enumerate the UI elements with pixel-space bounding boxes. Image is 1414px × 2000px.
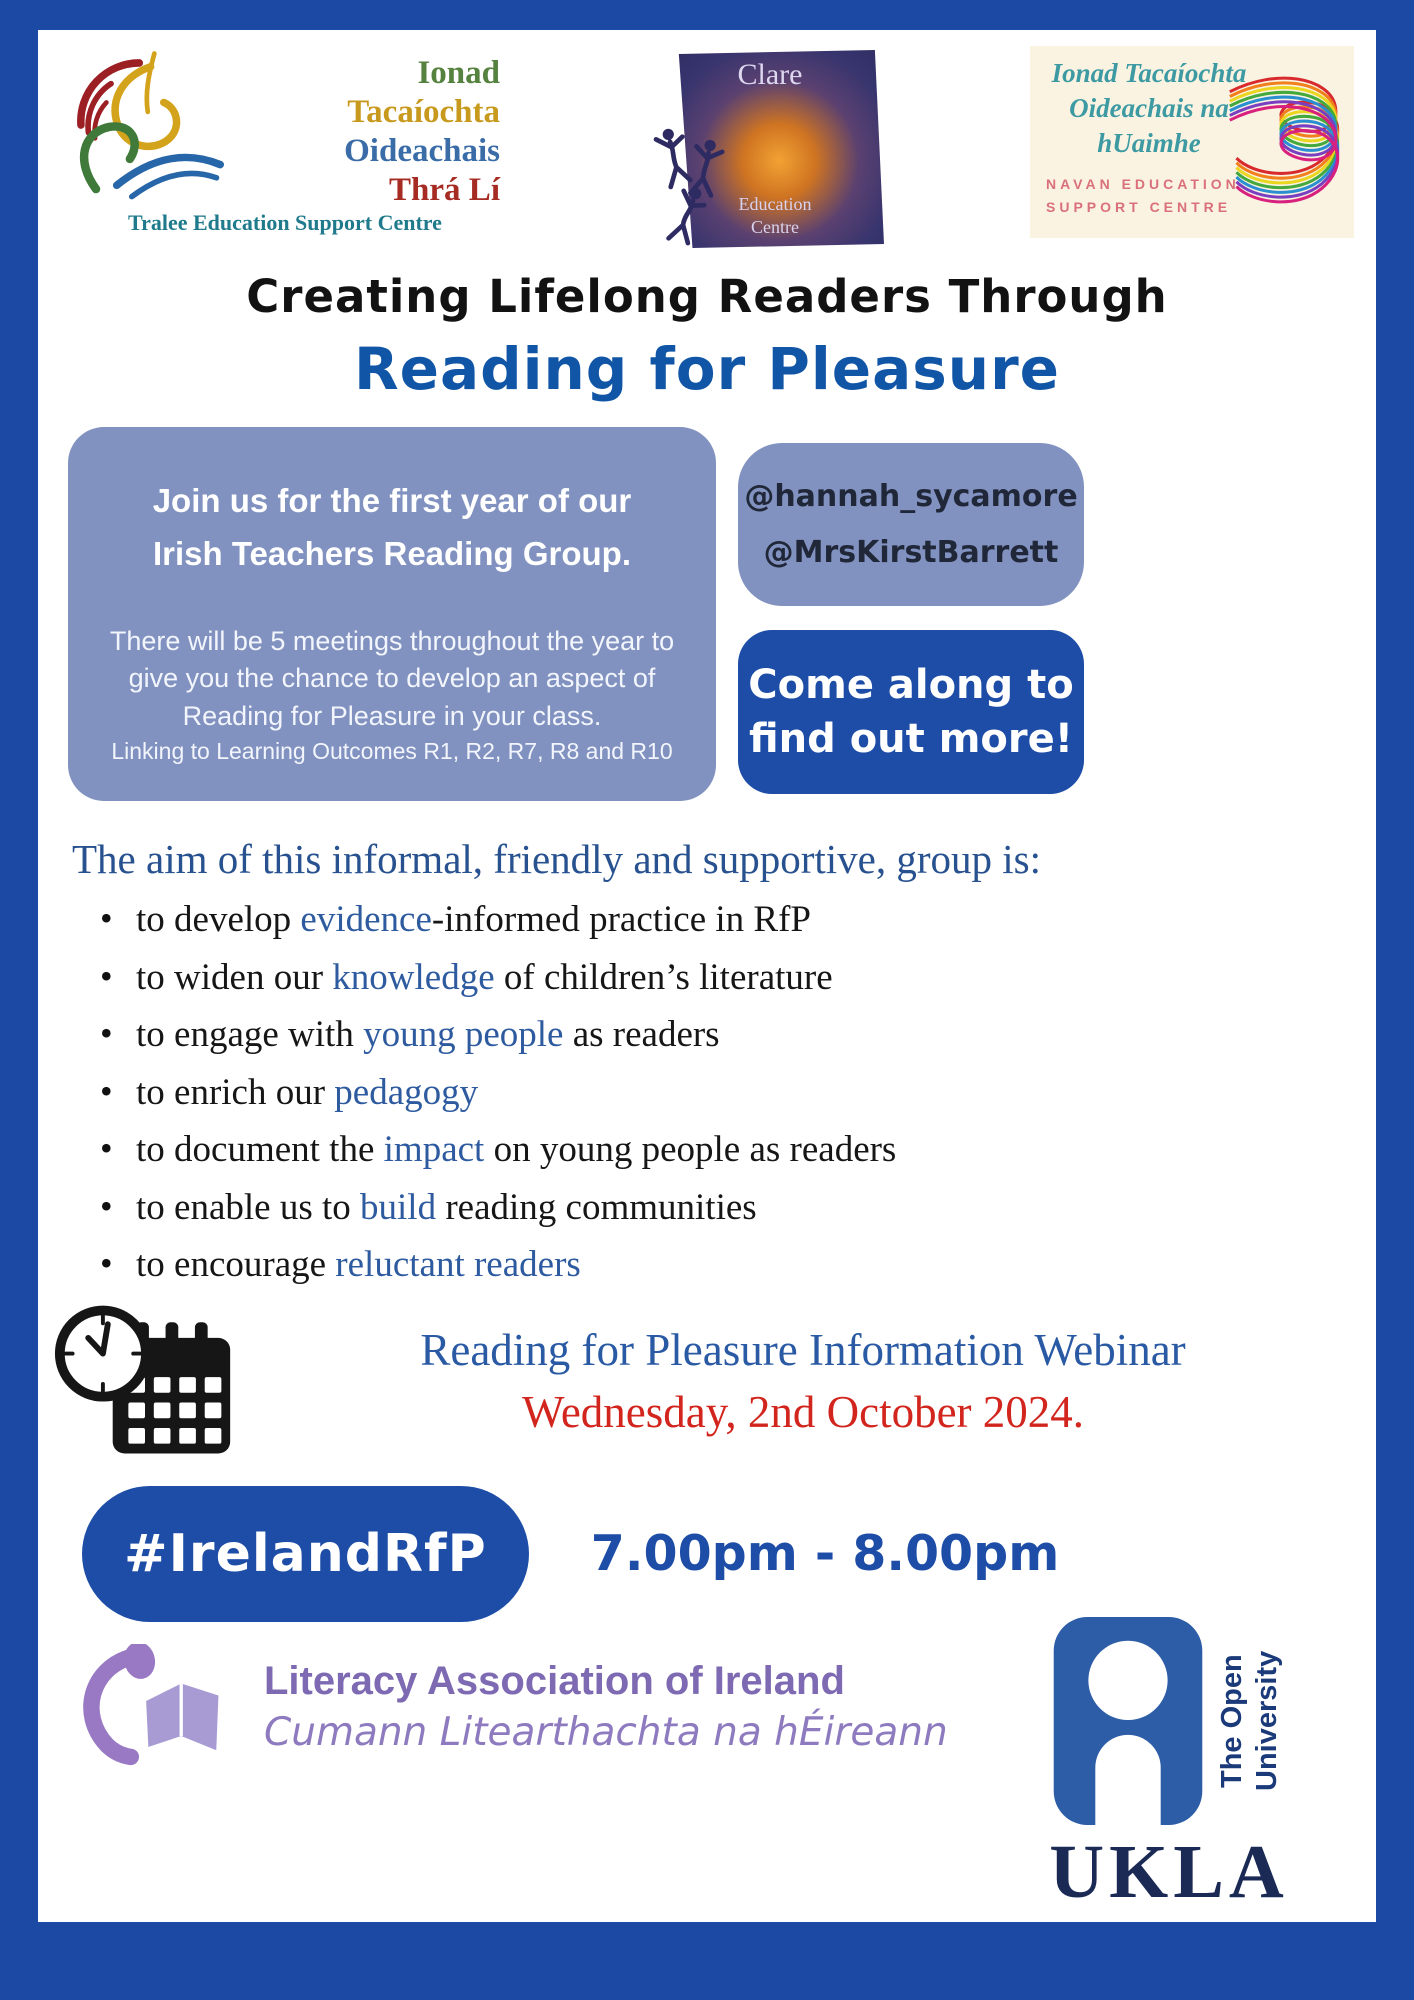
webinar-title: Reading for Pleasure Information Webinar — [420, 1324, 1186, 1375]
aims-highlight: knowledge — [332, 956, 495, 998]
swirl-logo-icon — [60, 46, 228, 206]
literacy-association-text — [264, 1659, 948, 1755]
rainbow-swirl-icon — [1226, 68, 1354, 216]
navan-education-support-centre-logo — [1030, 46, 1354, 238]
clare-logo-name: Clare — [737, 58, 803, 91]
aims-highlight: impact — [383, 1129, 485, 1171]
navan-irish-line1: Ionad Tacaíochta — [1051, 58, 1247, 88]
hashtag-badge: #IrelandRfP — [82, 1486, 529, 1622]
aims-highlight: evidence — [300, 898, 432, 940]
aims-highlight: reluctant readers — [335, 1244, 581, 1286]
list-item: • to encourage reluctant readers — [72, 1244, 1342, 1287]
come-along-line2: find out more! — [749, 716, 1073, 762]
join-us-body-line2: give you the chance to develop an aspect of — [128, 663, 656, 694]
join-us-box — [68, 427, 716, 801]
navan-caps-line1: NAVAN EDUCATION — [1046, 176, 1240, 193]
list-item: • to develop evidence-informed practice in RfP — [72, 899, 1342, 942]
aims-list — [72, 899, 1342, 1287]
social-handle-1: @hannah_sycamore — [744, 479, 1078, 514]
tralee-logo-subtitle: Tralee Education Support Centre — [128, 209, 442, 235]
logos-row — [38, 30, 1376, 254]
webinar-date: Wednesday, 2nd October 2024. — [521, 1386, 1085, 1437]
clare-logo-subtitle-line2: Centre — [751, 216, 799, 237]
poster-title-line1: Creating Lifelong Readers Through — [246, 270, 1168, 323]
clock-calendar-icon — [52, 1302, 238, 1460]
aims-section — [38, 835, 1376, 1287]
clare-logo-subtitle-line1: Education — [738, 194, 812, 214]
info-columns — [38, 427, 1376, 801]
join-us-heading-line1: Join us for the first year of our — [152, 482, 632, 519]
aims-heading: The aim of this informal, friendly and supportive, group is: — [72, 835, 1042, 882]
clare-education-centre-logo — [656, 50, 884, 248]
open-university-shield-icon — [1053, 1617, 1203, 1825]
tralee-logo-top — [60, 46, 510, 210]
list-item: • to enrich our pedagogy — [72, 1072, 1342, 1115]
open-university-logo — [1014, 1617, 1324, 1825]
tralee-word-thra-li: Thrá Lí — [389, 171, 500, 208]
reader-book-icon — [60, 1644, 252, 1770]
clare-logo-subtitle — [666, 193, 884, 238]
aims-highlight: pedagogy — [334, 1071, 479, 1113]
list-item: • to document the impact on young people as readers — [72, 1129, 1342, 1172]
come-along-box — [738, 630, 1084, 794]
open-university-wordmark-line1: The Open — [1216, 1654, 1249, 1788]
list-item: • to widen our knowledge of children’s literature — [72, 957, 1342, 1000]
navan-caps-line2: SUPPORT CENTRE — [1046, 198, 1232, 215]
open-university-wordmark-line2: University — [1251, 1650, 1283, 1792]
poster-title-line2: Reading for Pleasure — [353, 335, 1061, 403]
poster-page — [38, 30, 1376, 1922]
social-handles-box — [738, 443, 1084, 606]
navan-logo-irish-name — [1044, 56, 1254, 161]
join-us-heading-line2: Irish Teachers Reading Group. — [152, 534, 631, 572]
tralee-word-ionad: Ionad — [417, 55, 500, 91]
right-column — [738, 427, 1084, 794]
navan-irish-line3: hUaimhe — [1097, 128, 1201, 159]
navan-irish-line2: Oideachais na — [1069, 93, 1229, 124]
list-item: • to enable us to build reading communities — [72, 1187, 1342, 1230]
ukla-wordmark: UKLA — [1049, 1830, 1289, 1914]
tralee-word-tacaiochta: Tacaíochta — [347, 93, 500, 130]
partner-logos-block — [1014, 1617, 1324, 1916]
webinar-text — [238, 1324, 1368, 1438]
come-along-line1: Come along to — [748, 662, 1074, 708]
social-handle-2: @MrsKirstBarrett — [763, 534, 1059, 570]
webinar-section — [38, 1302, 1376, 1460]
literacy-association-name-en: Literacy Association of Ireland — [264, 1658, 845, 1703]
join-us-body — [84, 623, 700, 736]
tralee-education-support-centre-logo — [60, 46, 510, 236]
aims-highlight: young people — [363, 1014, 564, 1056]
join-us-heading — [84, 475, 700, 581]
join-us-body-line3: Reading for Pleasure in your class. — [182, 701, 602, 732]
tralee-word-oideachais: Oideachais — [344, 132, 500, 169]
literacy-association-name-ga: Cumann Litearthachta na hÉireann — [264, 1709, 948, 1755]
learning-outcomes-note: Linking to Learning Outcomes R1, R2, R7, R8 and R10 — [111, 737, 673, 764]
aims-highlight: build — [360, 1186, 437, 1228]
tralee-logo-wordmark — [232, 54, 500, 210]
event-row — [38, 1486, 1376, 1622]
list-item: • to engage with young people as readers — [72, 1014, 1342, 1057]
event-time: 7.00pm - 8.00pm — [590, 1525, 1060, 1583]
join-us-body-line1: There will be 5 meetings throughout the year to — [109, 625, 675, 656]
open-university-wordmark — [1215, 1617, 1285, 1825]
